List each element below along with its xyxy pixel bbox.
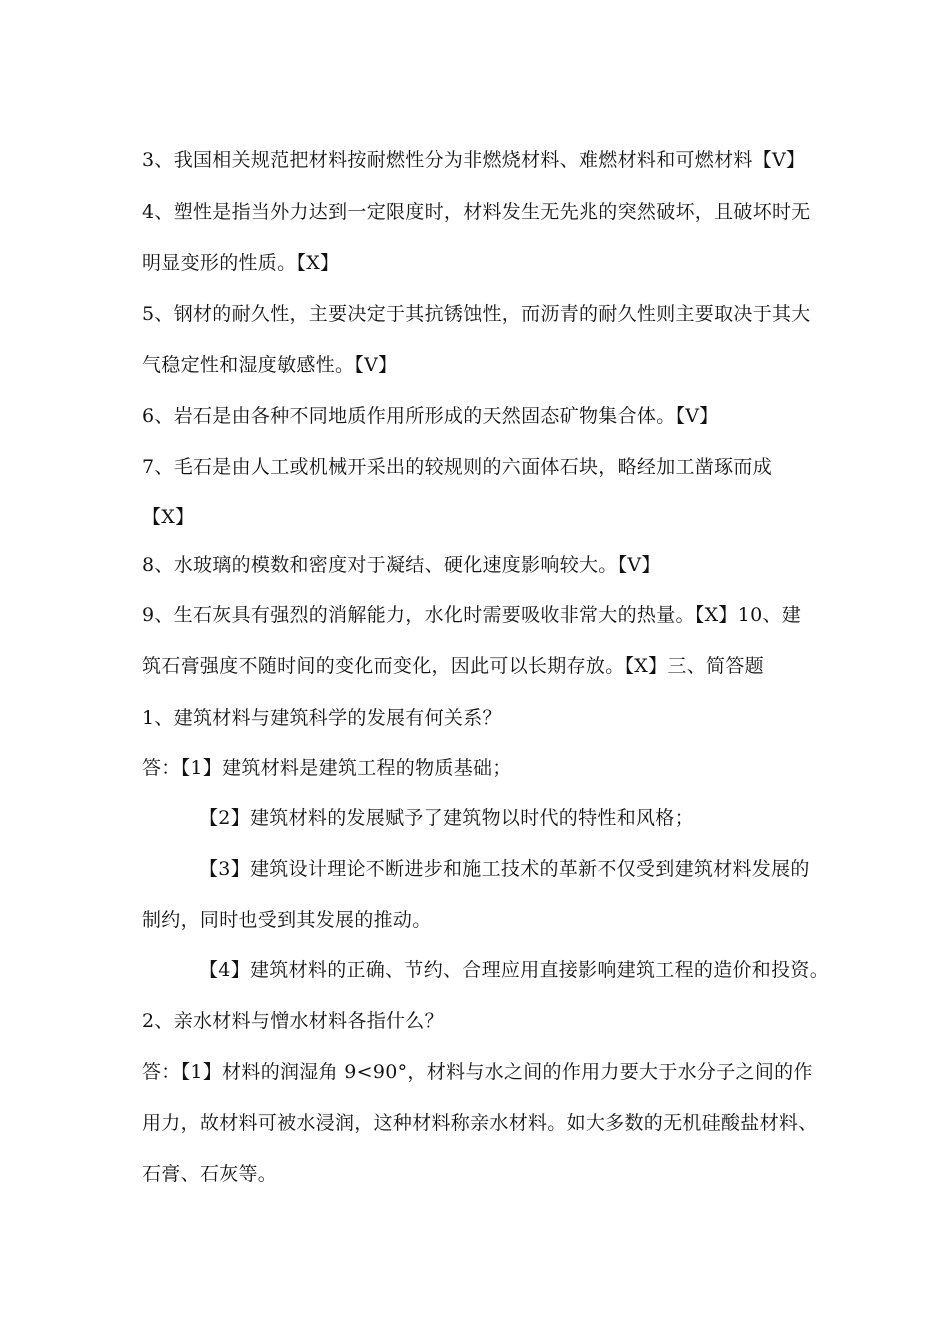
text-line: 5、钢材的耐久性，主要决定于其抗锈蚀性，而沥青的耐久性则主要取决于其大 [142,303,811,325]
text-line: 4、塑性是指当外力达到一定限度时，材料发生无先兆的突然破坏，且破坏时无 [142,201,811,223]
answer-line: 【2】建筑材料的发展赋予了建筑物以时代的特性和风格； [199,807,694,829]
answer-line: 答：【1】材料的润湿角 9<90°，材料与水之间的作用力要大于水分子之间的作 [142,1061,813,1083]
question-heading: 1、建筑材料与建筑科学的发展有何关系？ [142,707,502,729]
text-line: 8、水玻璃的模数和密度对于凝结、硬化速度影响较大。【V】 [142,554,661,576]
text-line: 明显变形的性质。【X】 [142,252,340,274]
text-line: 气稳定性和湿度敏感性。【V】 [142,354,398,376]
text-line: 6、岩石是由各种不同地质作用所形成的天然固态矿物集合体。【V】 [142,405,719,427]
answer-line: 【3】建筑设计理论不断进步和施工技术的革新不仅受到建筑材料发展的 [199,858,810,880]
answer-line: 石膏、石灰等。 [142,1163,278,1185]
answer-line: 答：【1】建筑材料是建筑工程的物质基础； [142,757,512,779]
question-heading: 2、亲水材料与憎水材料各指什么？ [142,1010,444,1032]
answer-line: 制约，同时也受到其发展的推动。 [142,909,432,931]
answer-line: 用力，故材料可被水浸润，这种材料称亲水材料。如大多数的无机硅酸盐材料、 [142,1112,818,1134]
text-line: 【X】 [142,506,195,528]
text-line: 3、我国相关规范把材料按耐燃性分为非燃烧材料、难燃材料和可燃材料【V】 [142,149,806,171]
text-line: 9、生石灰具有强烈的消解能力，水化时需要吸收非常大的热量。【X】10、建 [142,604,802,626]
text-line: 7、毛石是由人工或机械开采出的较规则的六面体石块，略经加工凿琢而成 [142,456,772,478]
text-line: 筑石膏强度不随时间的变化而变化，因此可以长期存放。【X】三、简答题 [142,655,764,677]
answer-line: 【4】建筑材料的正确、节约、合理应用直接影响建筑工程的造价和投资。 [199,959,829,981]
